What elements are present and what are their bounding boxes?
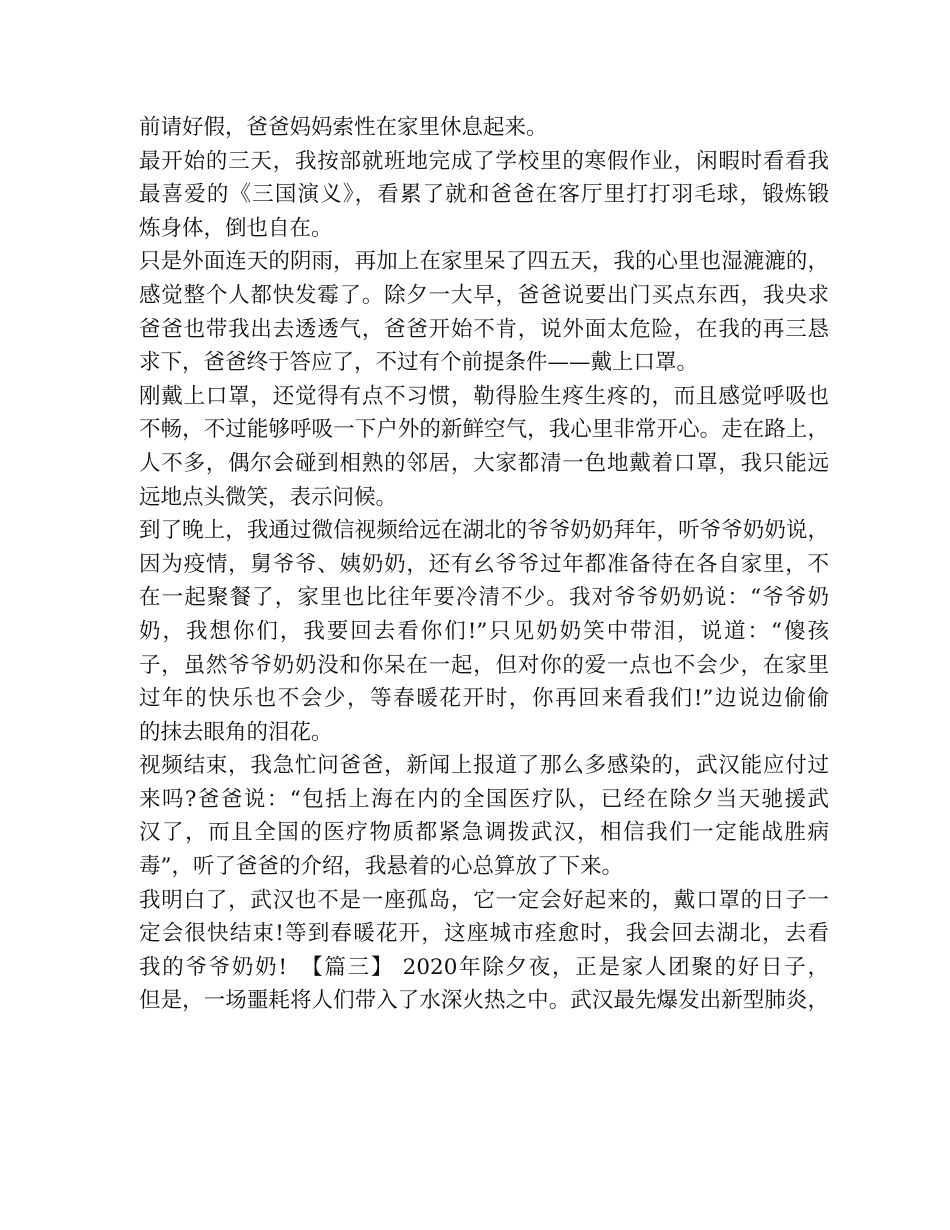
text-line: 到了晚上，我通过微信视频给远在湖北的爷爷奶奶拜年，听爷爷奶奶说， [139, 518, 829, 544]
text-line: 刚戴上口罩，还觉得有点不习惯，勒得脸生疼生疼的，而且感觉呼吸也 [139, 383, 829, 409]
text-line: 炼身体，倒也自在。 [139, 215, 333, 241]
text-line: 感觉整个人都快发霉了。除夕一大早，爸爸说要出门买点东西，我央求 [139, 282, 829, 308]
text-line: 我的爷爷奶奶! 【篇三】 2020年除夕夜，正是家人团聚的好日子， [139, 954, 829, 980]
text-line: 在一起聚餐了，家里也比往年要冷清不少。我对爷爷奶奶说：“爷爷奶 [139, 585, 829, 611]
text-line: 不畅，不过能够呼吸一下户外的新鲜空气，我心里非常开心。走在路上， [139, 417, 829, 443]
text-line: 汉了，而且全国的医疗物质都紧急调拨武汉，相信我们一定能战胜病 [139, 820, 829, 846]
text-line: 前请好假，爸爸妈妈索性在家里休息起来。 [139, 115, 548, 140]
text-line: 但是，一场噩耗将人们带入了水深火热之中。武汉最先爆发出新型肺炎， [139, 988, 829, 1014]
text-line: 只是外面连天的阴雨，再加上在家里呆了四五天，我的心里也湿漉漉的， [139, 249, 829, 275]
text-line: 毒”，听了爸爸的介绍，我悬着的心总算放了下来。 [139, 854, 623, 880]
text-line: 的抹去眼角的泪花。 [139, 719, 333, 745]
text-line: 我明白了，武汉也不是一座孤岛，它一定会好起来的，戴口罩的日子一 [139, 887, 829, 913]
text-line: 最开始的三天，我按部就班地完成了学校里的寒假作业，闲暇时看看我 [139, 148, 829, 174]
document-body [139, 111, 829, 1018]
text-line: 来吗?爸爸说：“包括上海在内的全国医疗队，已经在除夕当天驰援武 [139, 786, 829, 812]
text-line: 过年的快乐也不会少，等春暖花开时，你再回来看我们!”边说边偷偷 [139, 686, 829, 712]
text-line: 奶，我想你们，我要回去看你们!”只见奶奶笑中带泪，说道：“傻孩 [139, 618, 829, 644]
text-line: 视频结束，我急忙问爸爸，新闻上报道了那么多感染的，武汉能应付过 [139, 753, 829, 779]
text-line: 爸爸也带我出去透透气，爸爸开始不肯，说外面太危险，在我的再三恳 [139, 316, 829, 342]
text-line: 因为疫情，舅爷爷、姨奶奶，还有幺爷爷过年都准备待在各自家里，不 [139, 551, 829, 577]
text-line: 子，虽然爷爷奶奶没和你呆在一起，但对你的爱一点也不会少，在家里 [139, 652, 829, 678]
text-line: 求下，爸爸终于答应了，不过有个前提条件——戴上口罩。 [139, 350, 699, 376]
text-line: 定会很快结束!等到春暖花开，这座城市痊愈时，我会回去湖北，去看 [139, 921, 829, 947]
text-line: 远地点头微笑，表示问候。 [139, 484, 398, 510]
text-line: 最喜爱的《三国演义》，看累了就和爸爸在客厅里打打羽毛球，锻炼锻 [139, 182, 829, 208]
text-line: 人不多，偶尔会碰到相熟的邻居，大家都清一色地戴着口罩，我只能远 [139, 450, 829, 476]
